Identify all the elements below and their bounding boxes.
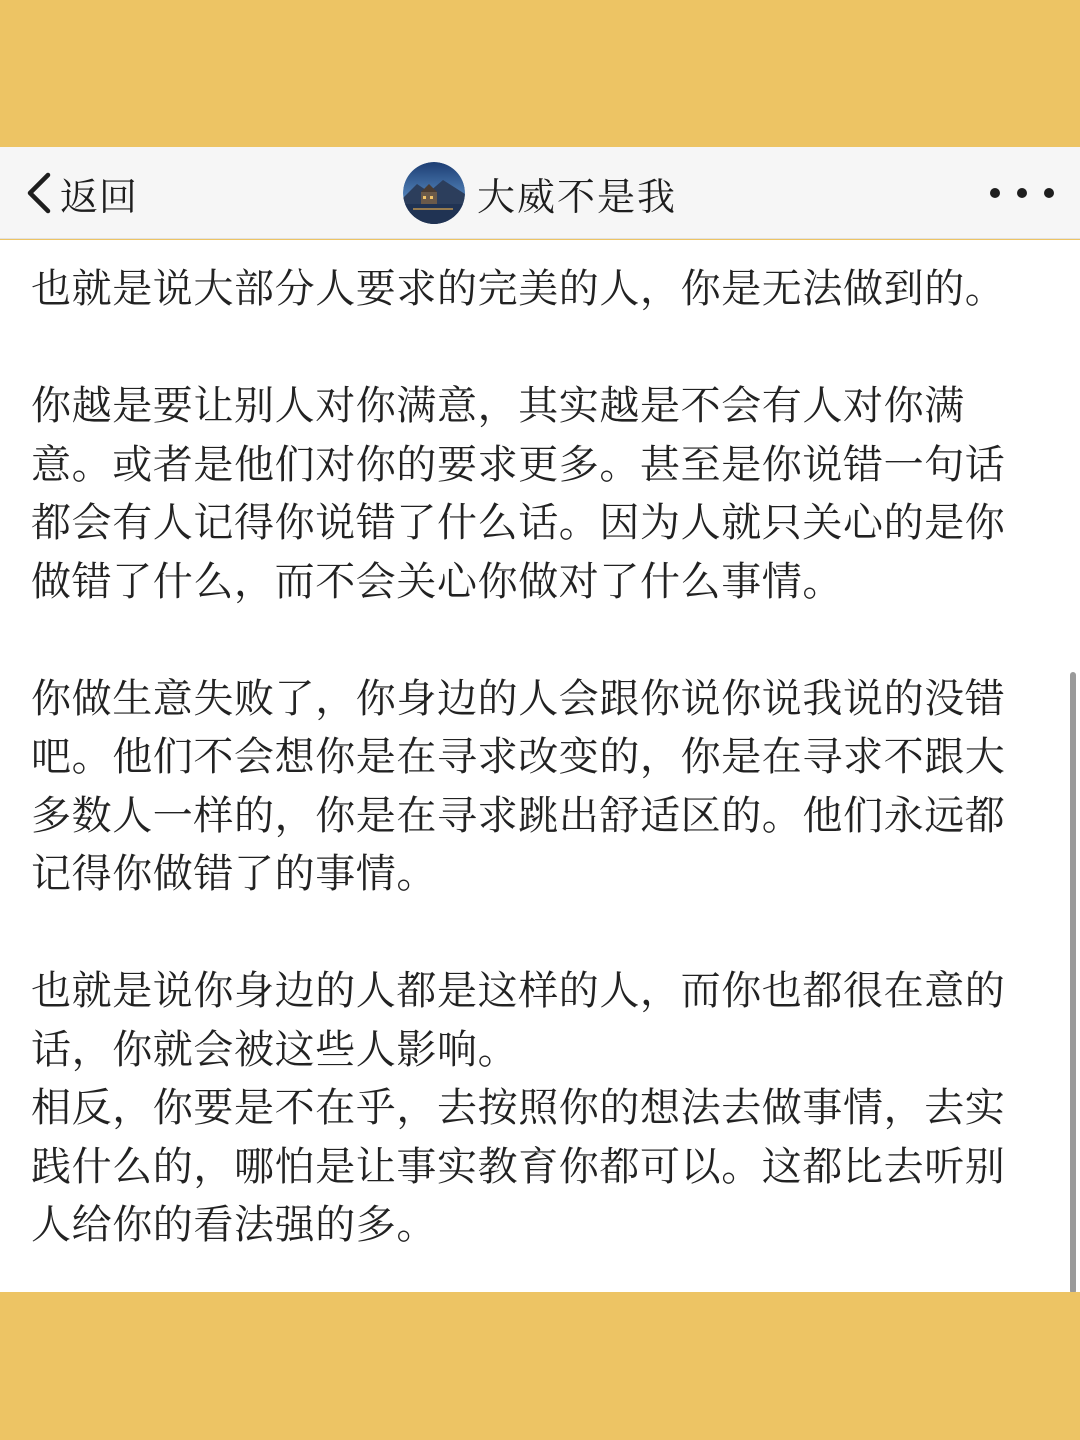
chevron-left-icon <box>22 169 56 217</box>
scrollbar[interactable] <box>1070 672 1076 1294</box>
back-label: 返回 <box>60 174 139 219</box>
note-content[interactable] <box>0 240 1080 1292</box>
paragraph: 你做生意失败了，你身边的人会跟你说你说我说的没错吧。他们不会想你是在寻求改变的，你是在寻求不跟大多数人一样的，你是在寻求跳出舒适区的。他们永远都记得你做错了的事情。 <box>31 675 1006 897</box>
paragraph: 也就是说你身边的人都是这样的人，而你也都很在意的话，你就会被这些人影响。 <box>31 968 1006 1073</box>
profile-header[interactable] <box>403 147 677 239</box>
article-body <box>31 260 1041 1255</box>
more-button[interactable] <box>990 147 1054 239</box>
avatar[interactable] <box>403 162 465 224</box>
back-button[interactable] <box>22 147 138 239</box>
bottom-yellow-band <box>0 1292 1080 1440</box>
navigation-bar <box>0 147 1080 239</box>
more-dots-icon <box>1044 188 1054 198</box>
more-dots-icon <box>1017 188 1027 198</box>
top-yellow-band <box>0 0 1080 147</box>
paragraph: 你越是要让别人对你满意，其实越是不会有人对你满意。或者是他们对你的要求更多。甚至是你说错一句话都会有人记得你说错了什么话。因为人就只关心的是你做错了什么，而不会关心你做对了什么事情。 <box>31 383 1006 605</box>
more-dots-icon <box>990 188 1000 198</box>
paragraph: 相反，你要是不在乎，去按照你的想法去做事情，去实践什么的，哪怕是让事实教育你都可以。这都比去听别人给你的看法强的多。 <box>31 1085 1006 1248</box>
paragraph: 也就是说大部分人要求的完美的人，你是无法做到的。 <box>31 266 1006 312</box>
nav-title[interactable]: 大威不是我 <box>477 174 678 219</box>
